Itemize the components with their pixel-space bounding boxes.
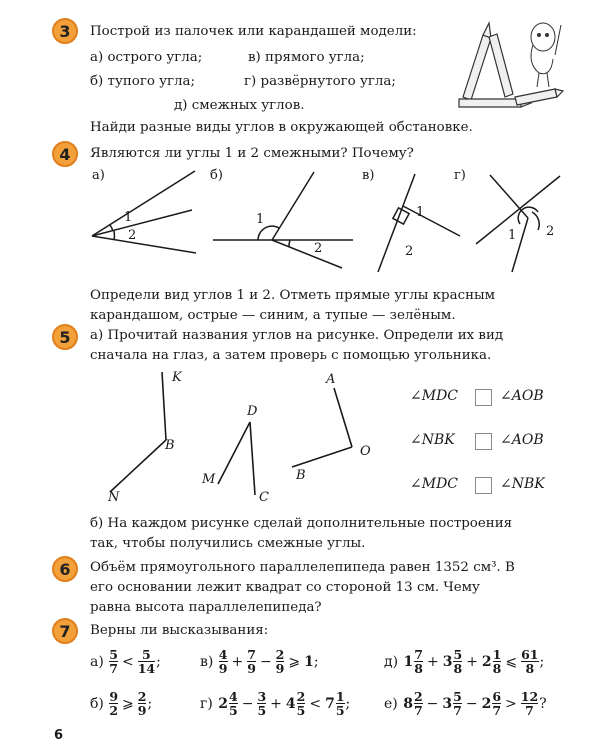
task-number-badge (52, 556, 78, 582)
angle-label-2: 2 (405, 244, 414, 259)
point-C: C (259, 490, 269, 505)
comparison-box[interactable] (475, 389, 492, 406)
comparison-box[interactable] (475, 433, 492, 450)
comparison-right: ∠NBK (500, 476, 545, 492)
angle-label-1: 1 (256, 212, 265, 227)
angle-label-2: 2 (128, 228, 137, 243)
point-M: M (202, 472, 216, 487)
statement-g: г) 2 $\frac{4}{5}$ − $\frac{3}{5}$ + 4 $\frac{2}{5}$ < 7 $\frac{1}{5}$ ; (200, 689, 351, 718)
comparison-box[interactable] (475, 477, 492, 494)
task6-line1: Объём прямоугольного параллелепипеда равен 1352 см³. В (90, 560, 515, 575)
point-D: D (247, 404, 258, 419)
point-B2: B (296, 468, 306, 483)
point-K: K (172, 370, 182, 385)
fig-label-g: г) (454, 168, 466, 183)
statement-b: б) $\frac{9}{2}$ ⩾ $\frac{2}{9}$ ; (90, 689, 153, 718)
task5-line2: сначала на глаз, а затем проверь с помощью угольника. (90, 348, 492, 363)
point-B: B (165, 438, 175, 453)
task4-text2: карандашом, острые — синим, а тупые — зелёным. (90, 308, 456, 323)
page-number: 6 (54, 728, 64, 743)
item-label: е) (384, 695, 398, 712)
task-number: 5 (59, 327, 71, 347)
task5-b-line1: б) На каждом рисунке сделай дополнительные построения (90, 516, 513, 531)
angle-label-1: 1 (508, 228, 517, 243)
angle-label-1: 1 (416, 205, 425, 220)
task4-question: Являются ли углы 1 и 2 смежными? Почему? (90, 146, 414, 161)
task3-line1: Построй из палочек или карандашей модели: (90, 24, 417, 39)
task3-item-d: д) смежных углов. (174, 98, 305, 113)
task6-line3: равна высота параллелепипеда? (90, 600, 322, 615)
statement-d: д) 1 $\frac{7}{8}$ + 3 $\frac{5}{8}$ + 2 $\frac{1}{8}$ ⩽ $\frac{61}{8}$ ; (384, 647, 545, 676)
item-label: г) (200, 695, 213, 712)
comparison-right: ∠AOB (500, 388, 544, 404)
point-A: A (326, 372, 336, 387)
task-number: 7 (59, 621, 71, 641)
task3-line-last: Найди разные виды углов в окружающей обстановке. (90, 120, 473, 135)
comparison-left: ∠NBK (410, 432, 455, 448)
task-number: 6 (59, 559, 71, 579)
task4-text1: Определи вид углов 1 и 2. Отметь прямые углы красным (90, 288, 496, 303)
task3-item-b: б) тупого угла; (90, 74, 196, 89)
statement-v: в) $\frac{4}{9}$ + $\frac{7}{9}$ − $\frac{2}{9}$ ⩾ 1 ; (200, 647, 319, 676)
task3-item-g: г) развёрнутого угла; (244, 74, 396, 89)
statement-a: а) $\frac{5}{7}$ < $\frac{5}{14}$ ; (90, 647, 161, 676)
task3-item-a: а) острого угла; (90, 50, 203, 65)
comparison-left: ∠MDC (410, 388, 459, 404)
statement-e: е) 8 $\frac{2}{7}$ − 3 $\frac{5}{7}$ − 2 $\frac{6}{7}$ > $\frac{12}{7}$ ? (384, 689, 547, 718)
comparison-left: ∠MDC (410, 476, 459, 492)
task-number-badge (52, 618, 78, 644)
angle-label-1: 1 (124, 210, 133, 225)
point-N: N (108, 490, 120, 505)
angle-label-2: 2 (314, 241, 323, 256)
item-label: б) (90, 695, 104, 712)
task5-b-line2: так, чтобы получились смежные углы. (90, 536, 366, 551)
task3-item-v: в) прямого угла; (248, 50, 365, 65)
angle-label-2: 2 (546, 224, 555, 239)
comparison-right: ∠AOB (500, 432, 544, 448)
task5-line1: а) Прочитай названия углов на рисунке. Определи их вид (90, 328, 504, 343)
task-number: 3 (59, 21, 71, 41)
fig-label-a: а) (92, 168, 105, 183)
fig-label-v: в) (362, 168, 375, 183)
point-O: O (360, 444, 371, 459)
item-label: в) (200, 653, 214, 670)
task7-question: Верны ли высказывания: (90, 623, 269, 638)
fig-label-b: б) (210, 168, 223, 183)
task6-line2: его основании лежит квадрат со стороной 13 см. Чему (90, 580, 480, 595)
item-label: а) (90, 653, 104, 670)
task-number: 4 (59, 144, 71, 164)
item-label: д) (384, 653, 399, 670)
